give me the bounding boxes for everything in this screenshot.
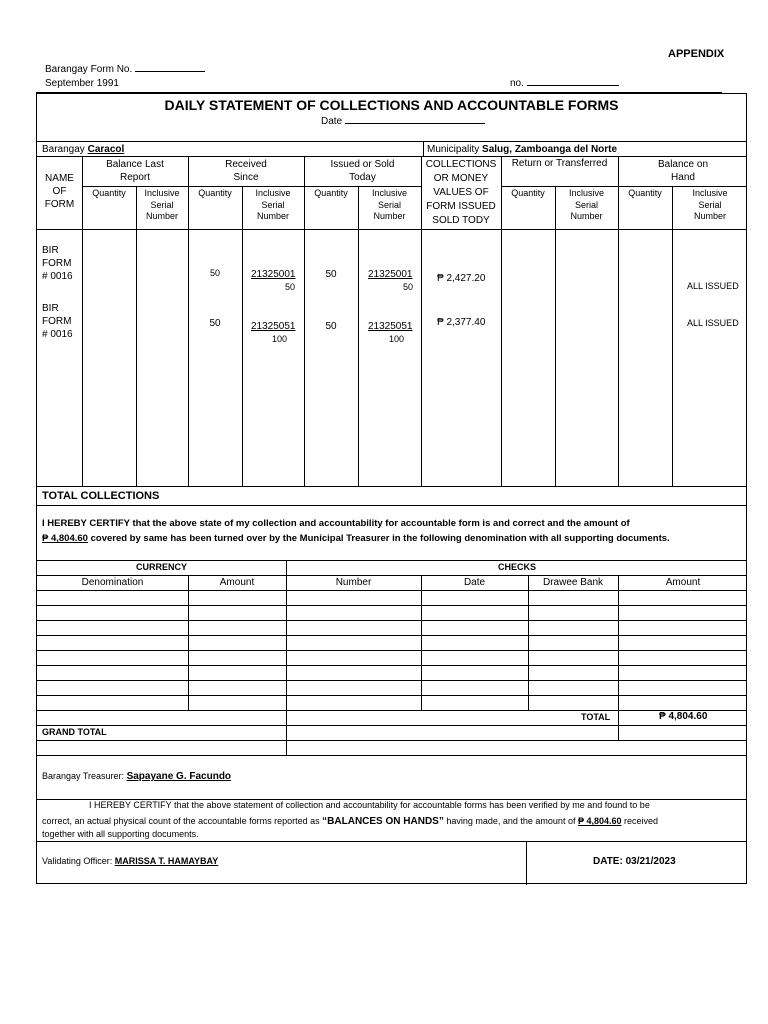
validating-label: Validating Officer:	[42, 856, 113, 866]
subhead-line: Serial	[150, 199, 174, 210]
total-collections-label: TOTAL COLLECTIONS	[42, 490, 160, 502]
received-qty: 50	[209, 268, 220, 278]
rule-vertical	[528, 575, 529, 710]
total-value: ₱ 4,804.60	[659, 711, 708, 722]
certify2-line-3: together with all supporting documents.	[42, 829, 199, 839]
date-blank	[345, 123, 485, 124]
subhead-line: Number	[256, 211, 289, 222]
appendix-label: APPENDIX	[668, 48, 725, 60]
subhead-line: Serial	[261, 199, 285, 210]
rule-vertical	[82, 156, 83, 486]
rule-vertical	[501, 156, 502, 486]
rule	[37, 841, 746, 842]
header-line: SOLD TODY	[432, 215, 490, 226]
rule	[37, 740, 746, 741]
grand-total-label: GRAND TOTAL	[42, 727, 107, 737]
form-date: September 1991	[45, 78, 119, 89]
issued-qty: 50	[325, 321, 337, 332]
balance-note: ALL ISSUED	[687, 318, 739, 328]
header-line: OF	[52, 186, 67, 197]
subhead-inclusive-serial	[358, 188, 421, 223]
form-name	[42, 244, 73, 283]
subhead-line: Number	[693, 211, 726, 222]
rule	[37, 755, 746, 756]
rule	[37, 680, 746, 681]
col-balance-on-hand	[618, 158, 748, 184]
header-line: Since	[233, 172, 259, 183]
subhead-line: Inclusive	[144, 188, 180, 198]
rule-vertical	[188, 575, 189, 710]
subhead-line: Inclusive	[371, 188, 407, 198]
received-serial-end: 100	[272, 334, 288, 344]
rule-vertical	[555, 186, 556, 486]
subhead-inclusive-serial	[242, 188, 304, 223]
rule-vertical	[672, 186, 673, 486]
page-title: DAILY STATEMENT OF COLLECTIONS AND ACCOUNTABLE FORMS	[164, 97, 619, 113]
certify-text: covered by same has been turned over by the Municipal Treasurer in the following denomination with all supporting documents.	[90, 533, 670, 544]
form-name-line: BIR	[42, 303, 59, 314]
rule	[37, 710, 746, 711]
subhead-line: Serial	[377, 199, 401, 210]
certify2-line-2	[42, 815, 658, 828]
rule	[37, 620, 746, 621]
municipality-label: Municipality	[427, 144, 480, 155]
rule	[37, 156, 746, 157]
rule	[37, 505, 746, 506]
rule	[37, 560, 746, 561]
col-date: Date	[463, 577, 486, 588]
statement-frame	[36, 93, 747, 884]
certify2-amount: ₱ 4,804.60	[577, 816, 622, 826]
received-serial-end: 50	[285, 282, 296, 292]
rule-vertical	[423, 141, 424, 156]
header-line: FORM	[44, 199, 75, 210]
header-line: Received	[225, 159, 267, 170]
treasurer-name: Sapayane G. Facundo	[126, 771, 232, 782]
date-line	[321, 116, 485, 128]
form-no-line	[45, 64, 205, 75]
rule	[37, 725, 746, 726]
col-number: Number	[335, 577, 372, 588]
header-line: Issued or Sold	[330, 159, 395, 170]
col-collections	[421, 158, 501, 228]
received-serial: 21325051	[251, 321, 296, 332]
certify2-text: correct, an actual physical count of the accountable forms reported as	[42, 816, 320, 826]
checks-label: CHECKS	[497, 562, 536, 572]
rule	[37, 695, 746, 696]
rule	[37, 141, 746, 142]
subhead-line: Number	[373, 211, 406, 222]
validating-field	[42, 856, 218, 868]
collection-amount: ₱ 2,427.20	[437, 273, 486, 284]
rule-vertical	[526, 841, 527, 885]
rule	[501, 186, 746, 187]
rule	[37, 650, 746, 651]
header-line: Today	[349, 172, 376, 183]
rule	[37, 590, 746, 591]
subhead-line: Inclusive	[255, 188, 291, 198]
col-received-since	[188, 158, 304, 184]
col-return-transferred: Return or Transferred	[511, 158, 608, 169]
validating-name: MARISSA T. HAMAYBAY	[114, 856, 219, 866]
col-check-amount: Amount	[665, 577, 701, 588]
rule	[37, 229, 746, 230]
certify2-line-1: I HEREBY CERTIFY that the above statement of collection and accountability for accountable forms has been verified by me and found to be	[89, 800, 650, 810]
collection-amount: ₱ 2,377.40	[437, 317, 486, 328]
header-line: Hand	[671, 172, 695, 183]
rule	[82, 186, 421, 187]
subhead-line: Inclusive	[692, 188, 728, 198]
date-label: Date	[321, 116, 343, 127]
form-name-line: # 0016	[42, 329, 73, 340]
subhead-inclusive-serial	[136, 188, 188, 223]
issued-serial-end: 50	[403, 282, 414, 292]
col-amount: Amount	[219, 577, 255, 588]
certify-line-2	[42, 533, 670, 545]
rule	[37, 635, 746, 636]
municipality-value: Salug, Zamboanga del Norte	[482, 144, 618, 155]
certify2-balances: “BALANCES ON HANDS”	[322, 816, 444, 827]
rule-vertical	[136, 186, 137, 486]
header-line: OR MONEY	[433, 173, 489, 184]
col-denomination: Denomination	[81, 577, 144, 588]
issued-qty: 50	[325, 269, 337, 280]
header-line: VALUES OF	[433, 187, 489, 198]
certify2-text: having made, and the amount of	[446, 816, 576, 826]
rule	[37, 605, 746, 606]
date-signed: DATE: 03/21/2023	[593, 856, 676, 867]
currency-label: CURRENCY	[135, 562, 187, 572]
municipality-field	[427, 144, 617, 156]
header-line: NAME	[45, 173, 74, 184]
rule	[37, 575, 746, 576]
issued-serial-end: 100	[389, 334, 405, 344]
subhead-line: Serial	[698, 199, 722, 210]
form-no-blank	[135, 71, 205, 72]
received-serial: 21325001	[251, 269, 296, 280]
subhead-quantity: Quantity	[314, 188, 348, 198]
issued-serial: 21325001	[368, 269, 413, 280]
balance-note: ALL ISSUED	[687, 281, 739, 291]
rule	[37, 486, 746, 487]
col-name-of-form	[37, 172, 82, 211]
rule-vertical	[618, 575, 619, 740]
no-label: no.	[510, 78, 524, 89]
received-qty: 50	[209, 318, 221, 329]
subhead-inclusive-serial	[672, 188, 748, 223]
subhead-line: Number	[145, 211, 178, 222]
col-balance-last-report	[82, 158, 188, 184]
subhead-quantity: Quantity	[511, 188, 545, 198]
treasurer-field	[42, 770, 231, 783]
subhead-quantity: Quantity	[92, 188, 126, 198]
subhead-quantity: Quantity	[628, 188, 662, 198]
rule-vertical	[242, 186, 243, 486]
header-line: Report	[119, 172, 150, 183]
barangay-label: Barangay	[42, 144, 85, 155]
subhead-line: Number	[570, 211, 603, 222]
subhead-line: Inclusive	[568, 188, 604, 198]
col-issued-today	[304, 158, 421, 184]
subhead-inclusive-serial	[555, 188, 618, 223]
header-line: COLLECTIONS	[425, 159, 497, 170]
total-label: TOTAL	[581, 712, 611, 722]
header-line: FORM ISSUED	[426, 201, 496, 212]
col-drawee-bank: Drawee Bank	[542, 577, 604, 588]
form-name-line: FORM	[42, 258, 72, 269]
subhead-line: Serial	[574, 199, 598, 210]
rule-vertical	[286, 560, 287, 755]
issued-serial: 21325051	[368, 321, 413, 332]
barangay-field	[42, 144, 124, 156]
no-line	[510, 78, 619, 89]
header-line: Balance on	[657, 159, 709, 170]
treasurer-label: Barangay Treasurer:	[42, 771, 125, 781]
form-name-line: FORM	[42, 316, 72, 327]
rule	[37, 665, 746, 666]
certify-amount: ₱ 4,804.60	[42, 533, 88, 544]
rule-vertical	[358, 186, 359, 486]
form-name-line: # 0016	[42, 271, 73, 282]
form-name	[42, 302, 73, 341]
subhead-quantity: Quantity	[198, 188, 232, 198]
form-name-line: BIR	[42, 245, 59, 256]
barangay-value: Caracol	[87, 144, 125, 155]
rule-vertical	[618, 156, 619, 486]
certify-line-1: I HEREBY CERTIFY that the above state of my collection and accountability for accountable form is and correct and the amount of	[42, 518, 630, 529]
header-line: Balance Last	[106, 159, 164, 170]
rule-vertical	[421, 575, 422, 710]
form-no-label: Barangay Form No.	[45, 64, 133, 75]
certify2-text: received	[624, 816, 659, 826]
no-blank	[527, 85, 619, 86]
